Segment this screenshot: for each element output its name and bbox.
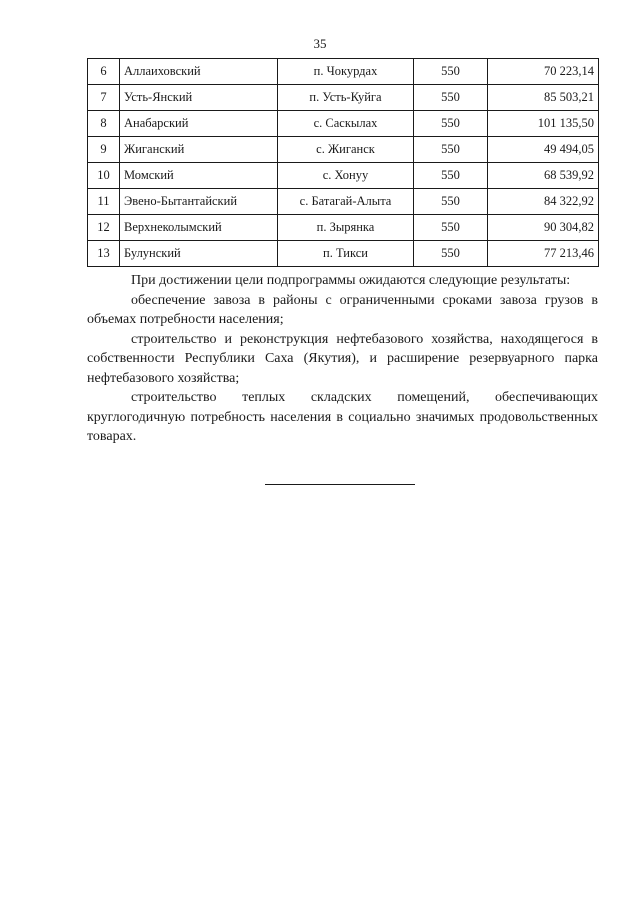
district-name: Момский bbox=[120, 163, 278, 189]
sum-value: 85 503,21 bbox=[488, 85, 599, 111]
table-row bbox=[88, 111, 599, 137]
district-name: Верхнеколымский bbox=[120, 215, 278, 241]
page-number: 35 bbox=[313, 36, 327, 51]
settlement-name: п. Чокурдах bbox=[278, 59, 414, 85]
settlement-name: с. Жиганск bbox=[278, 137, 414, 163]
amount-value: 550 bbox=[414, 241, 488, 267]
sum-value: 70 223,14 bbox=[488, 59, 599, 85]
table-row bbox=[88, 163, 599, 189]
districts-table bbox=[87, 58, 599, 267]
table-row bbox=[88, 85, 599, 111]
result-item-oil-depot: строительство и реконструкция нефтебазового хозяйства, находящегося в собственности Республики Саха (Якутия), и расширение резервуарного парка нефтебазового хозяйства; bbox=[87, 331, 598, 386]
table-row bbox=[88, 189, 599, 215]
amount-value: 550 bbox=[414, 59, 488, 85]
amount-value: 550 bbox=[414, 189, 488, 215]
sum-value: 101 135,50 bbox=[488, 111, 599, 137]
results-intro: При достижении цели подпрограммы ожидаются следующие результаты: bbox=[131, 273, 571, 288]
sum-value: 49 494,05 bbox=[488, 137, 599, 163]
end-divider bbox=[265, 484, 415, 485]
table-row bbox=[88, 241, 599, 267]
district-name: Усть-Янский bbox=[120, 85, 278, 111]
settlement-name: с. Саскылах bbox=[278, 111, 414, 137]
sum-value: 68 539,92 bbox=[488, 163, 599, 189]
table-row bbox=[88, 137, 599, 163]
row-number: 6 bbox=[88, 59, 120, 85]
district-name: Булунский bbox=[120, 241, 278, 267]
district-name: Аллаиховский bbox=[120, 59, 278, 85]
amount-value: 550 bbox=[414, 85, 488, 111]
sum-value: 90 304,82 bbox=[488, 215, 599, 241]
row-number: 11 bbox=[88, 189, 120, 215]
district-name: Эвено-Бытантайский bbox=[120, 189, 278, 215]
settlement-name: п. Тикси bbox=[278, 241, 414, 267]
row-number: 7 bbox=[88, 85, 120, 111]
settlement-name: п. Усть-Куйга bbox=[278, 85, 414, 111]
result-item-delivery: обеспечение завоза в районы с ограниченными сроками завоза грузов в объемах потребности населения; bbox=[87, 292, 598, 327]
district-name: Анабарский bbox=[120, 111, 278, 137]
row-number: 12 bbox=[88, 215, 120, 241]
district-name: Жиганский bbox=[120, 137, 278, 163]
amount-value: 550 bbox=[414, 163, 488, 189]
amount-value: 550 bbox=[414, 137, 488, 163]
settlement-name: с. Хонуу bbox=[278, 163, 414, 189]
row-number: 8 bbox=[88, 111, 120, 137]
amount-value: 550 bbox=[414, 215, 488, 241]
amount-value: 550 bbox=[414, 111, 488, 137]
settlement-name: с. Батагай-Алыта bbox=[278, 189, 414, 215]
sum-value: 84 322,92 bbox=[488, 189, 599, 215]
row-number: 9 bbox=[88, 137, 120, 163]
result-item-warehouses: строительство теплых складских помещений, обеспечивающих круглогодичную потребность населения в социально значимых продовольственных товарах. bbox=[87, 390, 598, 444]
results-text bbox=[87, 271, 598, 447]
row-number: 10 bbox=[88, 163, 120, 189]
settlement-name: п. Зырянка bbox=[278, 215, 414, 241]
sum-value: 77 213,46 bbox=[488, 241, 599, 267]
table-row bbox=[88, 215, 599, 241]
table-row bbox=[88, 59, 599, 85]
row-number: 13 bbox=[88, 241, 120, 267]
